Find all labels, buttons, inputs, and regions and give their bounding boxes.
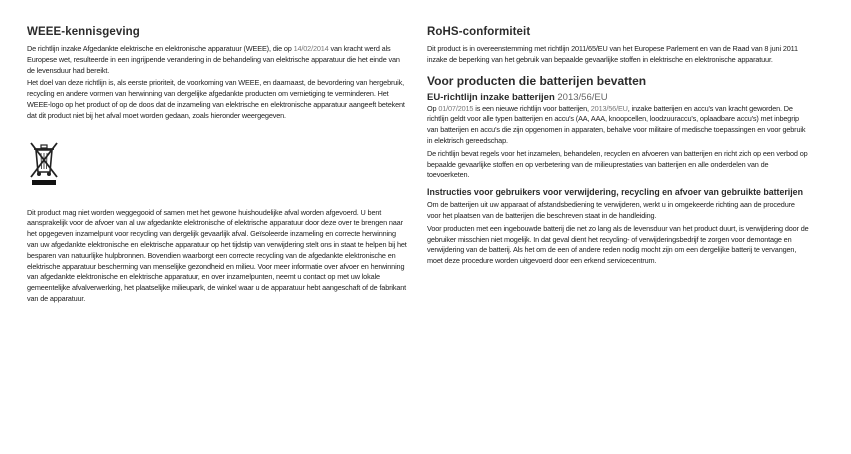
instructions-paragraph-1: Om de batterijen uit uw apparaat of afstandsbediening te verwijderen, werkt u in omgekeerde richting aan de procedure voor het plaatsen van de batterijen die beschreven staat in de handleiding. [427, 200, 795, 220]
weee-date: 14/02/2014 [293, 44, 329, 53]
eu-battery-directive-heading [427, 92, 809, 103]
eu-p1-after: , inzake batterijen en accu's van kracht geworden. De richtlijn geldt voor alle typen batterijen en accu's (AA, AAA, knoopcellen, loodzuuraccu's, oplaadbare accu's) met inbegrip van batterijen en accu's die zijn opgenomen in apparaten, behalve voor militaire of medische toepassingen en voor gebruik in elektrisch gereedschap. [427, 103, 806, 145]
eu-heading-number: 2013/56/EU [554, 91, 608, 103]
eu-paragraph-2: De richtlijn bevat regels voor het inzamelen, behandelen, recyclen en afvoeren van batterijen en richt zich op een verbod op bepaalde gevaarlijke stoffen en op verbetering van de milieuprestaties van batterijen en alle onderdelen van de toevoerketen. [427, 148, 808, 180]
weee-p1-before: De richtlijn inzake Afgedankte elektrische en elektronische apparatuur (WEEE), die op [27, 44, 294, 53]
rohs-paragraph: Dit product is in overeenstemming met richtlijn 2011/65/EU van het Europese Parlement en van de Raad van 8 juni 2011 inzake de beperking van het gebruik van bepaalde gevaarlijke stoffen in elektrische en elektronische apparatuur. [427, 44, 798, 64]
eu-date: 01/07/2015 [438, 103, 474, 113]
rohs-heading: RoHS-conformiteit [427, 26, 531, 38]
left-column [27, 26, 409, 307]
weee-p1-after: van kracht werd als Europese wet, resulteerde in een ingrijpende verandering in de behandeling van elektrische apparatuur die het einde van de levensduur had bereikt. [27, 44, 400, 75]
eu-p1-before: Op [427, 103, 439, 113]
instructions-paragraph-2: Voor producten met een ingebouwde batterij die net zo lang als de levensduur van het product duurt, is verwijdering door de gebruiker misschien niet mogelijk. In dat geval dient het recycling- of verwijderingsbedrijf te zorgen voor demontage en verwijdering van de batterij. Als het om de een of andere reden nodig mocht zijn om een dergelijke batterij te vervangen, moet deze procedure worden uitgevoerd door een erkend servicecentrum. [427, 223, 809, 266]
weee-heading: WEEE-kennisgeving [27, 26, 140, 38]
eu-heading-text: EU-richtlijn inzake batterijen [427, 91, 555, 103]
weee-paragraph-2: Het doel van deze richtlijn is, als eerste prioriteit, de voorkoming van WEEE, en daarnaast, de bevordering van hergebruik, recycling en andere vormen van herwinning van dergelijke afgedankte producten om vernietiging te verminderen. Het WEEE-logo op het product of op de doos dat de inzameling van elektrische en elektronische apparatuur aangeeft betekent dat dit product niet bij het afval moet worden gedaan, zoals hieronder weergegeven. [27, 78, 405, 120]
battery-heading: Voor producten die batterijen bevatten [427, 73, 647, 88]
right-column [427, 26, 809, 269]
weee-paragraph-1 [27, 44, 409, 76]
eu-paragraph-1 [427, 104, 809, 147]
eu-p1-mid: is een nieuwe richtlijn voor batterijen, [473, 103, 591, 113]
eu-directive-ref: 2013/56/EU [590, 103, 628, 113]
crossed-out-wheelie-bin-icon [29, 140, 59, 186]
weee-paragraph-3: Dit product mag niet worden weggegooid of samen met het gewone huishoudelijke afval worden afgevoerd. U bent aansprakelijk voor de afvoer van al uw afgedankte elektronische of elektrische apparatuur door deze over te brengen naar het opgegeven inzamelpunt voor recycling van dergelijk gevaarlijk afval. Geïsoleerde inzameling en correcte herwinning van uw afgedankte elektronische en elektrische apparatuur op het tijdstip van verwijdering stelt ons in staat te helpen bij het besparen van natuurlijke hulpbronnen. Bovendien waarborgt een correcte recycling van de afgedankte elektronische en elektrische apparatuur bescherming van menselijke gezondheid en milieu. Voor meer informatie over afvoer en herwinning van afgedankte elektronische en elektrische apparatuur, en over inzamelpunten, neemt u contact op met uw lokale gemeentelijke afvalverwerking, het plaatselijke milieupark, de winkel waar u de apparatuur hebt aangeschaft of de fabrikant van de apparatuur. [27, 207, 407, 303]
instructions-heading: Instructies voor gebruikers voor verwijdering, recycling en afvoer van gebruikte batterijen [427, 187, 803, 198]
